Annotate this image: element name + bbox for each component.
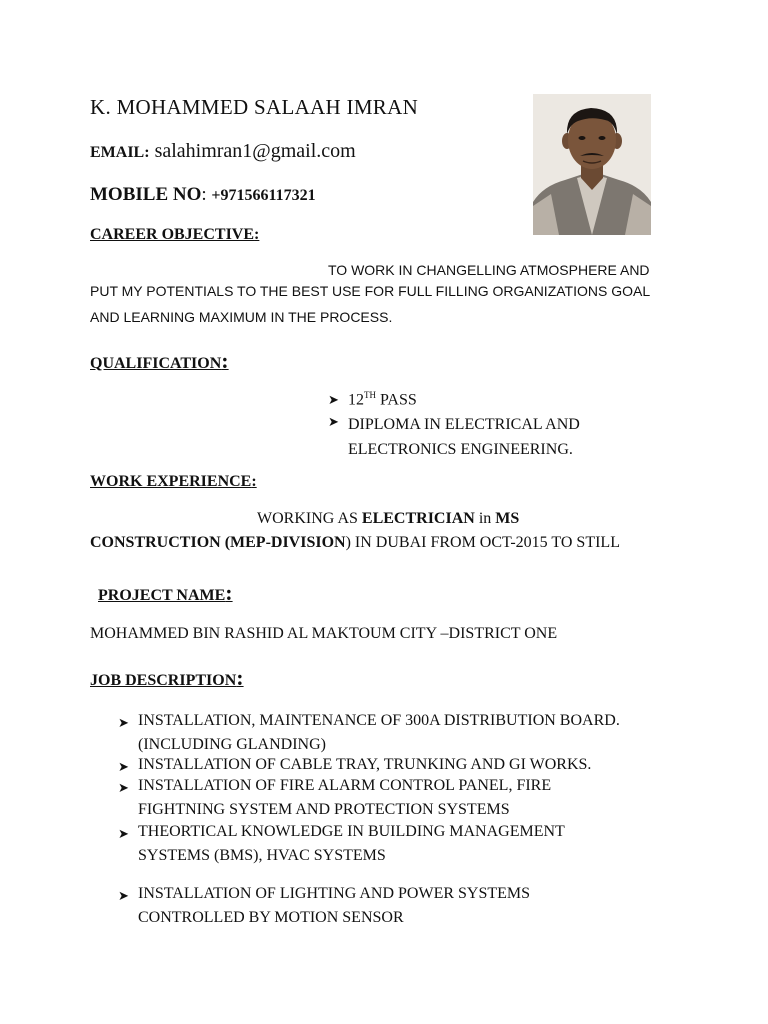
objective-line-2: PUT MY POTENTIALS TO THE BEST USE FOR FULL FILLING ORGANIZATIONS GOAL <box>90 283 651 299</box>
qualification-item-2-line-2: ELECTRONICS ENGINEERING. <box>348 441 573 458</box>
objective-line-3: AND LEARNING MAXIMUM IN THE PROCESS. <box>90 309 393 325</box>
candidate-name: K. MOHAMMED SALAAH IMRAN <box>90 95 419 119</box>
mobile-separator: : <box>201 184 207 205</box>
project-name-value: MOHAMMED BIN RASHID AL MAKTOUM CITY –DISTRICT ONE <box>90 625 558 642</box>
mobile-label: MOBILE NO <box>90 184 202 205</box>
mobile-line <box>90 184 316 206</box>
job-title: ELECTRICIAN <box>361 510 475 527</box>
objective-line-1: TO WORK IN CHANGELLING ATMOSPHERE AND <box>328 262 650 278</box>
job-item <box>118 774 551 822</box>
career-objective-colon: : <box>254 226 260 243</box>
job-item-line-2: (INCLUDING GLANDING) <box>138 736 326 753</box>
mobile-value: +971566117321 <box>211 187 316 204</box>
arrow-bullet-icon: ➤ <box>118 715 129 730</box>
job-item-text <box>138 882 530 930</box>
project-name-heading-text: PROJECT NAME <box>98 587 226 604</box>
profile-photo <box>533 94 651 235</box>
qualification-item <box>328 412 580 462</box>
arrow-bullet-icon: ➤ <box>118 780 129 795</box>
qualification-heading-text: QUALIFICATION <box>90 355 222 372</box>
arrow-bullet-icon: ➤ <box>328 414 339 429</box>
work-experience-line-2 <box>90 534 620 552</box>
division-name: MEP-DIVISION <box>230 534 346 551</box>
career-objective-heading <box>90 226 259 244</box>
job-description-colon: : <box>236 665 244 690</box>
qualification-heading <box>90 348 229 374</box>
career-objective-heading-text: CAREER OBJECTIVE <box>90 226 255 243</box>
arrow-bullet-icon: ➤ <box>118 888 129 903</box>
qualification-item-1-base: 12 <box>348 391 364 409</box>
job-item-line-2: SYSTEMS (BMS), HVAC SYSTEMS <box>138 847 386 864</box>
project-name-heading <box>98 580 233 606</box>
company-name: CONSTRUCTION ( <box>90 534 231 551</box>
work-experience-heading <box>90 473 257 491</box>
job-item-text <box>138 820 565 868</box>
qualification-item-2-line-1: DIPLOMA IN ELECTRICAL AND <box>348 416 580 433</box>
job-item-line-1: INSTALLATION OF LIGHTING AND POWER SYSTEMS <box>138 885 531 902</box>
work-duration: ) IN DUBAI FROM OCT-2015 TO STILL <box>345 534 620 551</box>
job-item <box>118 882 530 930</box>
qualification-item-text <box>348 390 417 409</box>
qualification-item-1-rest: PASS <box>376 391 417 409</box>
email-label: EMAIL: <box>90 144 150 161</box>
email-line <box>90 140 356 163</box>
job-item-text <box>138 774 551 822</box>
qualification-item <box>328 390 417 409</box>
qualification-item-1-sup: TH <box>364 390 376 400</box>
qualification-colon: : <box>221 348 229 373</box>
job-item-line-1: THEORTICAL KNOWLEDGE IN BUILDING MANAGEMENT <box>138 823 565 840</box>
qualification-item-text <box>348 412 580 462</box>
work-experience-heading-text: WORK EXPERIENCE <box>90 473 252 490</box>
arrow-bullet-icon: ➤ <box>118 826 129 841</box>
arrow-bullet-icon: ➤ <box>328 392 339 407</box>
work-text: in <box>474 510 496 527</box>
arrow-bullet-icon: ➤ <box>118 759 129 774</box>
job-item-line-1: INSTALLATION OF FIRE ALARM CONTROL PANEL, FIRE <box>138 777 552 794</box>
job-description-heading <box>90 665 244 691</box>
job-item-line-2: FIGHTNING SYSTEM AND PROTECTION SYSTEMS <box>138 801 510 818</box>
email-value: salahimran1@gmail.com <box>154 140 356 162</box>
work-text: WORKING AS <box>257 510 362 527</box>
job-item-text <box>138 709 620 757</box>
job-description-heading-text: JOB DESCRIPTION <box>90 672 237 689</box>
company-name: MS <box>495 510 520 527</box>
job-item <box>118 709 620 757</box>
job-item <box>118 820 565 868</box>
work-experience-colon: : <box>251 473 257 490</box>
job-item-line-2: CONTROLLED BY MOTION SENSOR <box>138 909 404 926</box>
project-name-colon: : <box>225 580 233 605</box>
work-experience-line-1 <box>257 510 519 528</box>
job-item-line-1: INSTALLATION, MAINTENANCE OF 300A DISTRIBUTION BOARD. <box>138 712 620 729</box>
job-item-text: INSTALLATION OF CABLE TRAY, TRUNKING AND GI WORKS. <box>138 756 592 773</box>
